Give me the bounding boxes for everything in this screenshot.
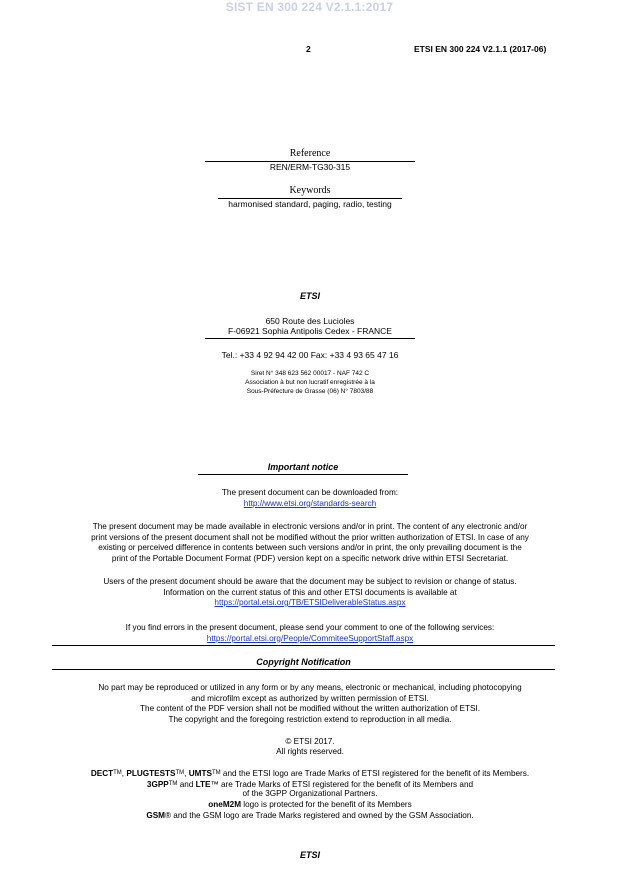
tm-sep: and [177,780,196,789]
notice-p2-line1: Users of the present document should be aware that the document may be subject to revision or change of status. [103,577,517,586]
tm-umts: UMTS [188,769,212,778]
copyright-paragraph [20,683,600,725]
tm-dect: DECT [90,769,114,778]
notice-paragraph-3 [20,623,600,644]
tm-gsm: GSM [146,811,165,820]
tm-sep: , [121,769,127,778]
tm-sep: , [184,769,189,778]
notice-p1-line3: existing or perceived difference in contents between such versions and/or in print, the only prevailing document is the [98,543,522,552]
notice-paragraph-1 [20,522,600,564]
tm-umts-sup: TM [211,770,221,776]
tm-line5-rest: ® and the GSM logo are Trade Marks registered and owned by the GSM Association. [164,811,474,820]
copyright-line2: and microfilm except as authorized by written permission of ETSI. [191,693,429,703]
keywords-label: Keywords [289,185,331,196]
notice-p1-line2: print versions of the present document shall not be modified without the prior written authorization of ETSI. In case of any [91,532,529,542]
notice-paragraph-2 [20,577,600,609]
etsi-address-line2: F-06921 Sophia Antipolis Cedex - FRANCE [228,326,392,336]
tm-dect-sup: TM [113,770,122,776]
reference-label: Reference [289,148,331,159]
etsi-legal-line1: Siret N° 348 623 562 00017 - NAF 742 C [250,370,370,377]
copyright-line1: No part may be reproduced or utilized in any form or by any means, electronic or mechanical, including photocopying [98,683,522,692]
download-text: The present document can be downloaded from: [221,488,399,497]
trademark-line4 [10,800,610,811]
tm-plugtests: PLUGTESTS [126,769,176,778]
trademark-line1 [10,768,610,780]
etsi-legal-line2: Association à but non lucratif enregistrée à la [245,379,375,386]
deliverable-status-link[interactable]: https://portal.etsi.org/TB/ETSIDeliverableStatus.aspx [214,598,406,607]
notice-p3-line1: If you find errors in the present document, please send your comment to one of the following services: [125,623,495,632]
trademark-line3: of the 3GPP Organizational Partners. [242,789,378,798]
footer-etsi: ETSI [299,850,320,860]
notice-p2-line2: Information on the current status of this and other ETSI documents is available at [163,587,457,597]
tm-line1-rest: and the ETSI logo are Trade Marks of ETSI registered for the benefit of its Members. [220,769,530,778]
watermark: SIST EN 300 224 V2.1.1:2017 [225,0,394,14]
tm-line4-rest: logo is protected for the benefit of its Members [241,800,412,809]
address-rule [205,338,415,339]
copyright-year: © ETSI 2017. [285,737,335,746]
notice-p1-line1: The present document may be made available in electronic versions and/or in print. The content of any electronic and/or [92,522,528,531]
copyright-top-rule [52,645,555,646]
etsi-name: ETSI [299,291,320,301]
etsi-tel-fax: Tel.: +33 4 92 94 42 00 Fax: +33 4 93 65 47 16 [221,350,399,360]
tm-line2-rest: are Trade Marks of ETSI registered for the benefit of its Members and [218,780,474,789]
copyright-title: Copyright Notification [256,657,351,667]
all-rights-reserved: All rights reserved. [276,747,344,756]
tm-3gpp: 3GPP [146,780,169,789]
tm-onem2m: oneM2M [208,800,242,809]
etsi-legal-line3: Sous-Préfecture de Grasse (06) N° 7803/88 [246,388,374,395]
page-number: 2 [306,44,311,54]
trademark-line5 [10,811,610,822]
tm-3gpp-sup: TM [168,781,178,787]
reference-value: REN/ERM-TG30-315 [269,162,351,172]
download-link[interactable]: http://www.etsi.org/standards-search [243,499,377,508]
tm-plugtests-sup: TM [175,770,185,776]
document-id: ETSI EN 300 224 V2.1.1 (2017-06) [414,44,547,54]
tm-lte: LTE [195,780,211,789]
keywords-value: harmonised standard, paging, radio, testing [228,199,392,209]
copyright-line3: The content of the PDF version shall not be modified without the written authorization of ETSI. [140,704,480,713]
important-notice-title: Important notice [267,462,339,472]
tm-lte-mark: ™ [210,780,219,789]
etsi-address-line1: 650 Route des Lucioles [265,316,355,326]
copyright-line4: The copyright and the foregoing restriction extend to reproduction in all media. [168,714,452,724]
support-staff-link[interactable]: https://portal.etsi.org/People/CommiteeSupportStaff.aspx [206,633,414,643]
notice-rule [198,474,408,475]
notice-p1-line4: print of the Portable Document Format (PDF) version kept on a specific network drive within ETSI Secretariat. [111,553,509,563]
copyright-bottom-rule [52,669,555,670]
